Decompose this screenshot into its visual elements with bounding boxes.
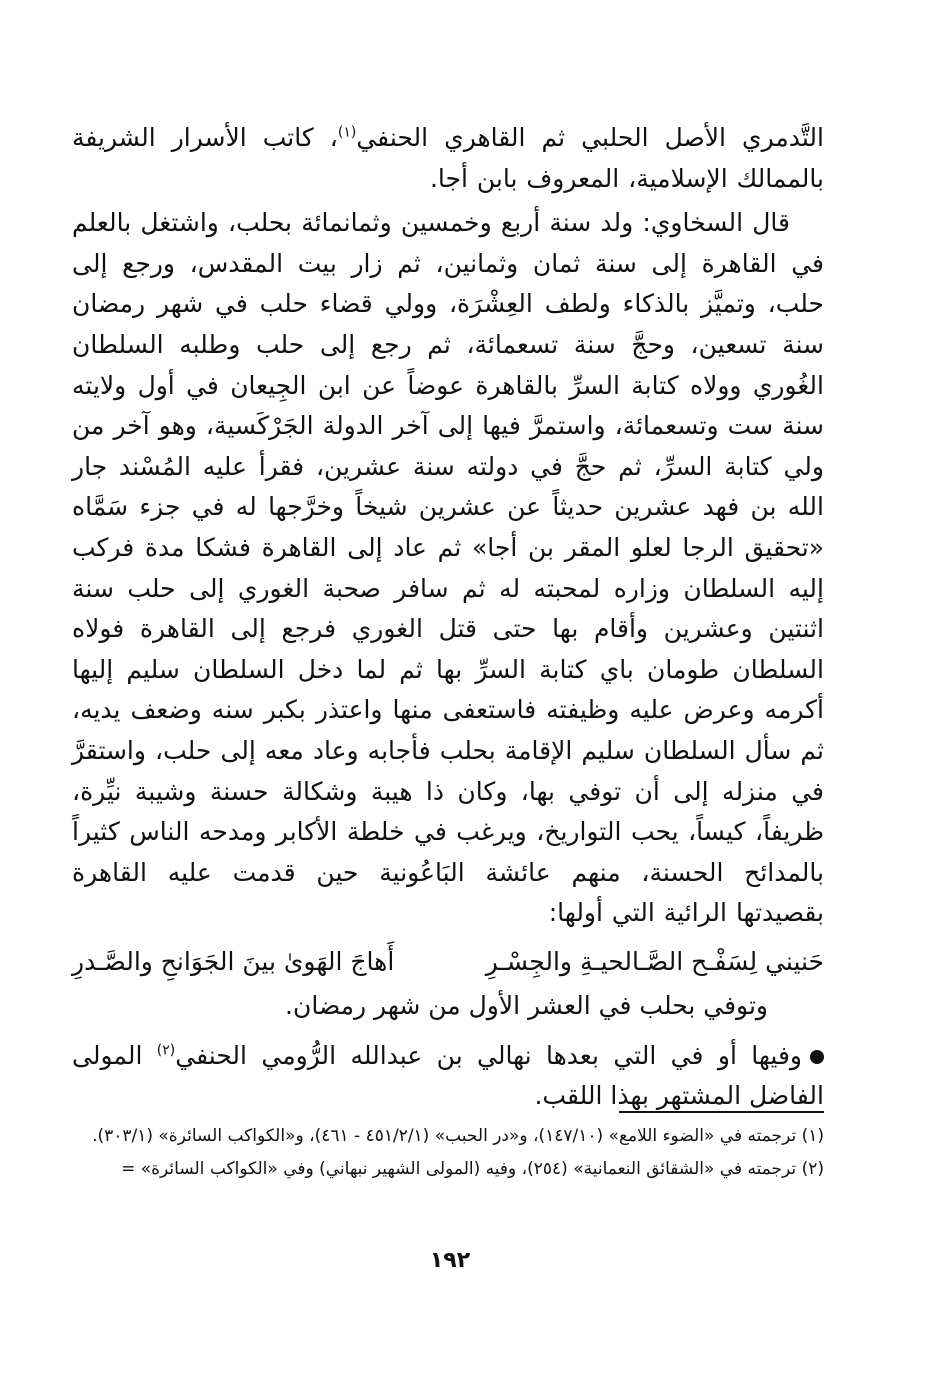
footnotes xyxy=(72,1122,824,1184)
footnote-ref-2: (٢) xyxy=(156,1042,176,1059)
paragraph-biography: قال السخاوي: ولد سنة أربع وخمسين وثمانمائة بحلب، واشتغل بالعلم في القاهرة إلى سنة ثمان وثمانين، ثم زار بيت المقدس، ورجع إلى حلب، وتميَّز بالذكاء ولطف العِشْرَة، وولي قضاء حلب في شهر رمضان سنة تسعين، وحجَّ سنة تسعمائة، ثم رجع إلى حلب وطلبه السلطان الغُوري وولاه كتابة السرِّ بالقاهرة عوضاً عن ابن الجِيعان في أول ولايته سنة ست وتسعمائة، واستمرَّ فيها إلى آخر الدولة الجَرْكَسية، وهو آخر من ولي كتابة السرِّ، ثم حجَّ في دولته سنة عشرين، فقرأ عليه المُسْند جار الله بن فهد عشرين حديثاً عن عشرين شيخاً وخرَّجها له في جزء سَمَّاه «تحقيق الرجا لعلو المقر بن أجا» ثم عاد إلى القاهرة فشكا مدة فركب إليه السلطان وزاره لمحبته له ثم سافر صحبة الغوري إلى حلب سنة اثنتين وعشرين وأقام بها حتى قتل الغوري فرجع إلى القاهرة فولاه السلطان طومان باي كتابة السرِّ بها ثم لما دخل السلطان سليم إليها أكرمه وعرض عليه وظيفته فاستعفى منها واعتذر بكبر سنه وضعف يديه، ثم سأل السلطان سليم الإقامة بحلب فأجابه وعاد معه إلى حلب، واستقرَّ في منزله إلى أن توفي بها، وكان ذا هيبة وشكالة حسنة وشيبة نيِّرة، ظريفاً، كيساً، يحب التواريخ، ويرغب في خلطة الأكابر ومدحه الناس كثيراً بالمدائح الحسنة، منهم عائشة البَاعُونية حين قدمت عليه القاهرة بقصيدتها الرائية التي أولها: xyxy=(72,208,824,928)
footnote-ref-1: (١) xyxy=(337,124,357,141)
verse-second-hemistich: أَهاجَ الهَوىٰ بينَ الجَوَانحِ والصَّـدرِ xyxy=(72,946,395,976)
poem-verse xyxy=(72,942,824,982)
footnote-2: (٢) ترجمته في «الشقائق النعمانية» (٢٥٤)، وفيه (المولى الشهير نبهاني) وفي «الكواكب السائرة» = xyxy=(121,1159,824,1179)
bullet-paragraph-text: وفيها أو في التي بعدها نهالي بن عبدالله الرُّومي الحنفي xyxy=(175,1040,802,1070)
footnote-1: (١) ترجمته في «الضوء اللامع» (١٤٧/١٠)، و«در الحبب» (٤٥١/٢/١ - ٤٦١)، و«الكواكب السائرة» (٣٠٣/١). xyxy=(92,1126,824,1146)
bullet-paragraph-rest: المولى الفاضل المشتهر بهذا اللقب. xyxy=(72,1040,824,1110)
bullet-dot-icon xyxy=(810,1050,824,1064)
paragraph-intro xyxy=(72,118,824,199)
death-line: وتوفي بحلب في العشر الأول من شهر رمضان. xyxy=(285,990,768,1020)
main-text xyxy=(72,118,824,1116)
footnote-divider xyxy=(619,1111,824,1113)
bullet-paragraph xyxy=(72,1036,824,1116)
verse-first-hemistich: حَنيني لِسَفْـح الصَّـالحيـةِ والجِسْـرِ xyxy=(485,946,824,976)
page-number: ١٩٢ xyxy=(429,1248,471,1273)
paragraph-intro-text: التَّدمري الأصل الحلبي ثم القاهري الحنفي xyxy=(356,123,824,152)
paragraph-intro-rest: ، كاتب الأسرار الشريفة بالممالك الإسلامية، المعروف بابن أجا. xyxy=(72,123,824,193)
